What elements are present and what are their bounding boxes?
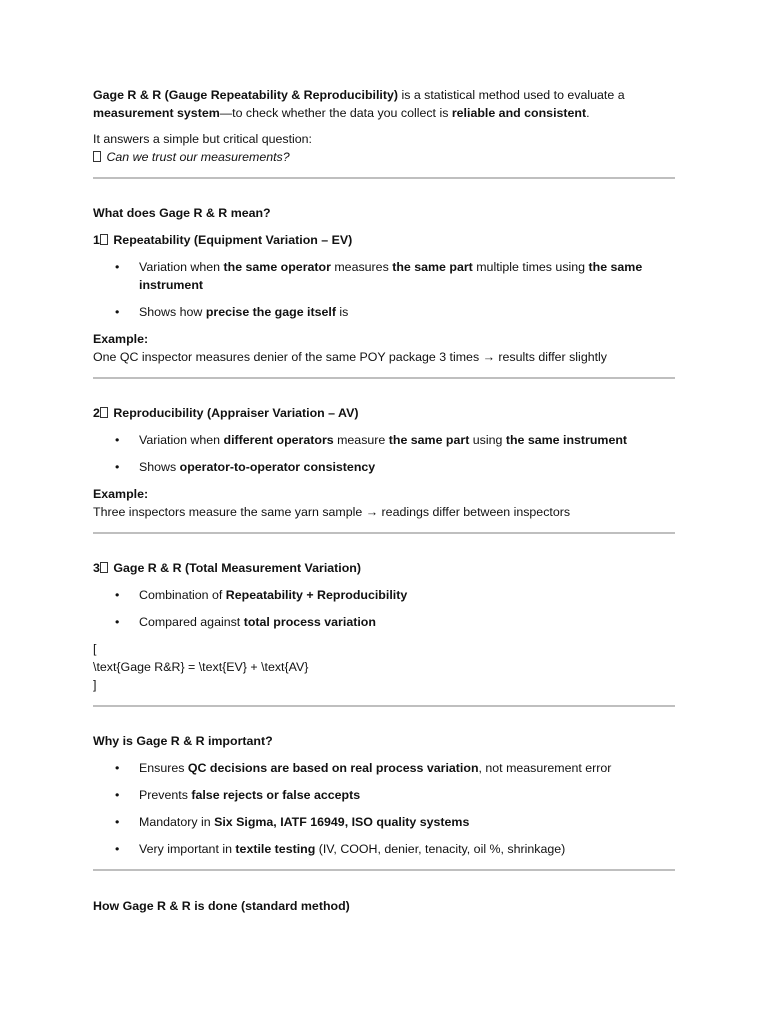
- bold-text-run: the same part: [388, 433, 470, 447]
- text-run: multiple times using: [472, 260, 589, 274]
- bold-text-run: different operators: [223, 433, 334, 447]
- why-important-bullets: [93, 759, 675, 858]
- section-number: 2: [93, 406, 100, 420]
- text-run: is a statistical method used to evaluate a: [398, 88, 625, 102]
- section-title: Repeatability (Equipment Variation – EV): [113, 233, 353, 247]
- text-run: Compared against: [139, 615, 244, 629]
- bold-text-run: reliable and consistent: [451, 106, 587, 120]
- bold-text-run: QC decisions are based on real process variation: [187, 761, 479, 775]
- example-label: Example:: [93, 332, 149, 346]
- bullet-item: [93, 458, 675, 476]
- divider: [93, 377, 675, 379]
- text-run: is: [335, 305, 349, 319]
- bold-text-run: Gage R & R (Gauge Repeatability & Reproducibility): [93, 88, 398, 102]
- text-run: Mandatory in: [139, 815, 215, 829]
- keycap-glyph-icon: [100, 407, 108, 418]
- formula-line-open: [: [93, 642, 97, 656]
- bold-text-run: textile testing: [235, 842, 316, 856]
- text-run: Shows how: [139, 305, 206, 319]
- bold-text-run: false rejects or false accepts: [191, 788, 361, 802]
- text-run: , not measurement error: [478, 761, 612, 775]
- section-number: 3: [93, 561, 100, 575]
- heading-why-important: Why is Gage R & R important?: [93, 734, 273, 748]
- section-number: 1: [93, 233, 100, 247]
- heading-how-done: How Gage R & R is done (standard method): [93, 899, 350, 913]
- text-run: Variation when: [139, 260, 224, 274]
- bold-text-run: precise the gage itself: [205, 305, 336, 319]
- keycap-glyph-icon: [100, 562, 108, 573]
- example-label: Example:: [93, 487, 149, 501]
- text-run: Ensures: [139, 761, 188, 775]
- bullet-item: [93, 840, 675, 858]
- bold-text-run: Repeatability + Reproducibility: [225, 588, 408, 602]
- text-run: (IV, COOH, denier, tenacity, oil %, shrinkage): [315, 842, 566, 856]
- heading-reproducibility: [93, 404, 675, 422]
- heading-total-variation: [93, 559, 675, 577]
- reproducibility-bullets: [93, 431, 675, 476]
- bold-text-run: the same operator: [223, 260, 331, 274]
- bullet-item: [93, 586, 675, 604]
- bold-text-run: operator-to-operator consistency: [179, 460, 376, 474]
- text-run: Prevents: [139, 788, 192, 802]
- bullet-item: [93, 759, 675, 777]
- heading-what-means: What does Gage R & R mean?: [93, 206, 271, 220]
- bold-text-run: the same instrument: [505, 433, 628, 447]
- question-glyph-icon: [93, 151, 101, 162]
- bold-text-run: the same part: [392, 260, 473, 274]
- bullet-item: [93, 303, 675, 321]
- divider: [93, 869, 675, 871]
- keycap-glyph-icon: [100, 234, 108, 245]
- document-body: [93, 86, 675, 924]
- bullet-item: [93, 786, 675, 804]
- example-text: Three inspectors measure the same yarn sample → readings differ between inspectors: [93, 505, 571, 519]
- intro-question-lead: It answers a simple but critical question:: [93, 132, 312, 146]
- bullet-item: [93, 813, 675, 831]
- bold-text-run: total process variation: [243, 615, 376, 629]
- repeatability-bullets: [93, 258, 675, 321]
- text-run: Combination of: [139, 588, 226, 602]
- total-variation-bullets: [93, 586, 675, 631]
- text-run: measures: [330, 260, 393, 274]
- section-title: Reproducibility (Appraiser Variation – AV): [113, 406, 359, 420]
- formula-line-body: \text{Gage R&R} = \text{EV} + \text{AV}: [93, 660, 309, 674]
- bold-text-run: the same instrument: [139, 260, 643, 292]
- bullet-item: [93, 258, 675, 294]
- formula-line-close: ]: [93, 678, 97, 692]
- intro-question-text: Can we trust our measurements?: [106, 150, 290, 164]
- bold-text-run: Six Sigma, IATF 16949, ISO quality systems: [214, 815, 470, 829]
- example-text: One QC inspector measures denier of the same POY package 3 times → results differ slightly: [93, 350, 607, 364]
- text-run: Very important in: [139, 842, 236, 856]
- intro-paragraph: [93, 86, 675, 122]
- intro-question: [93, 148, 675, 166]
- bullet-item: [93, 613, 675, 631]
- text-run: Variation when: [139, 433, 224, 447]
- bullet-item: [93, 431, 675, 449]
- divider: [93, 177, 675, 179]
- text-run: Shows: [139, 460, 180, 474]
- divider: [93, 705, 675, 707]
- text-run: —to check whether the data you collect is: [219, 106, 452, 120]
- bold-text-run: measurement system: [93, 106, 220, 120]
- divider: [93, 532, 675, 534]
- section-title: Gage R & R (Total Measurement Variation): [113, 561, 361, 575]
- heading-repeatability: [93, 231, 675, 249]
- text-run: .: [586, 106, 590, 120]
- text-run: measure: [333, 433, 389, 447]
- text-run: using: [469, 433, 506, 447]
